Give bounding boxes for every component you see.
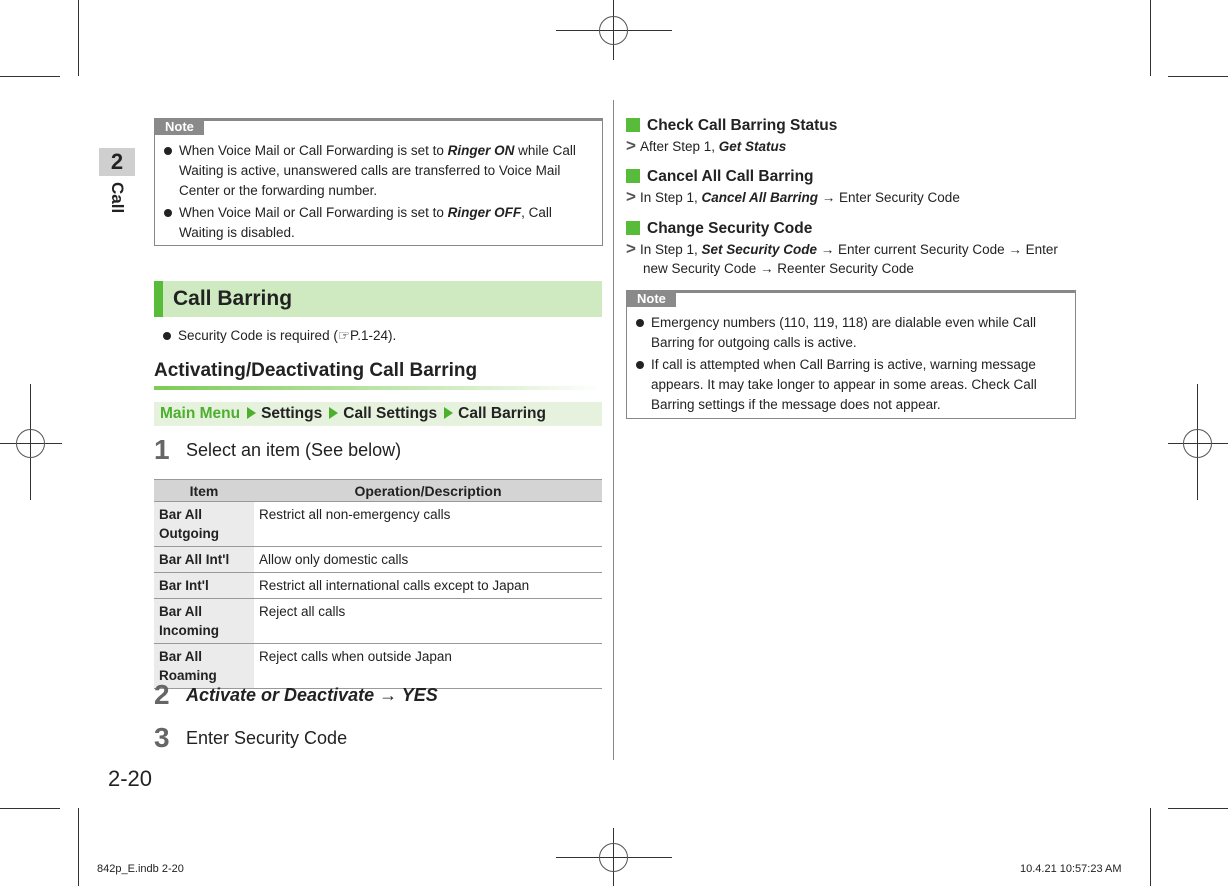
list-item: When Voice Mail or Call Forwarding is set to Ringer OFF, Call Waiting is disabled. (155, 203, 600, 243)
note-box (626, 290, 1076, 419)
step-number: 3 (154, 722, 170, 753)
menu-path-item: Call Settings (343, 405, 438, 422)
square-bullet-icon (626, 221, 640, 235)
table-cell-item: Bar All Roaming (154, 644, 254, 689)
crop-mark (1168, 76, 1228, 77)
table-cell-item: Bar All Outgoing (154, 502, 254, 547)
chapter-number: 2 (99, 148, 135, 176)
square-bullet-icon (626, 169, 640, 183)
step-text: Activate or Deactivate → YES (186, 685, 438, 705)
crop-mark (78, 808, 79, 886)
table-cell-desc: Restrict all international calls except to Japan (254, 573, 602, 599)
registration-mark (1183, 429, 1212, 458)
note-tag: Note (155, 118, 204, 135)
note-list (155, 141, 600, 243)
list-item: When Voice Mail or Call Forwarding is set to Ringer ON while Call Waiting is active, unanswered calls are transferred to Voice Mail Center or the forwarding number. (155, 141, 600, 201)
arrow-right-icon (329, 407, 338, 419)
table-cell-desc: Restrict all non-emergency calls (254, 502, 602, 547)
step-arrow-icon: > (626, 136, 636, 155)
table-cell-desc: Reject calls when outside Japan (254, 644, 602, 689)
arrow-right-icon (247, 407, 256, 419)
subsection-title: Change Security Code (626, 219, 812, 239)
table-row (154, 573, 602, 599)
table-cell-item: Bar Int'l (154, 573, 254, 599)
table-row (154, 599, 602, 644)
step (154, 677, 602, 713)
note-box (154, 118, 603, 246)
table-header: Operation/Description (254, 480, 602, 502)
instruction-line: > In Step 1, Cancel All Barring → Enter Security Code (626, 187, 960, 206)
subsection-title: Cancel All Call Barring (626, 167, 814, 187)
crop-mark (1168, 808, 1228, 809)
chapter-label: Call (108, 182, 127, 214)
subheading: Activating/Deactivating Call Barring (154, 360, 478, 381)
table-cell-item: Bar All Incoming (154, 599, 254, 644)
instruction-line-continued: new Security Code → Reenter Security Code (643, 261, 914, 276)
menu-path-item: Call Barring (458, 405, 546, 422)
instruction-line: > After Step 1, Get Status (626, 136, 787, 155)
table-cell-item: Bar All Int'l (154, 547, 254, 573)
table-header: Item (154, 480, 254, 502)
footer-timestamp: 10.4.21 10:57:23 AM (1020, 863, 1122, 875)
crop-mark (0, 808, 60, 809)
table-cell-desc: Reject all calls (254, 599, 602, 644)
registration-mark (16, 429, 45, 458)
pointing-hand-icon: ☞ (337, 328, 350, 343)
step-number: 2 (154, 679, 170, 710)
table-row (154, 502, 602, 547)
square-bullet-icon (626, 118, 640, 132)
registration-mark (599, 843, 628, 872)
footer-file-info: 842p_E.indb 2-20 (97, 863, 184, 875)
menu-path-item: Settings (261, 405, 323, 422)
operations-table (154, 479, 602, 689)
step (154, 720, 602, 756)
step-arrow-icon: > (626, 239, 636, 258)
registration-mark (599, 16, 628, 45)
instruction-line: > In Step 1, Set Security Code → Enter current Security Code → Enter (626, 239, 1058, 258)
crop-mark (0, 76, 60, 77)
table-row (154, 547, 602, 573)
table-header-row (154, 480, 602, 502)
page-number: 2-20 (108, 766, 153, 791)
step (154, 432, 602, 468)
step-number: 1 (154, 434, 170, 465)
menu-path (154, 402, 602, 426)
subsection-title: Check Call Barring Status (626, 116, 837, 136)
list-item: If call is attempted when Call Barring is active, warning message appears. It may take longer to appear in some areas. Check Call Barring settings if the message does not appear. (627, 355, 1073, 415)
requirement-list (154, 326, 602, 346)
step-text: Enter Security Code (186, 728, 348, 748)
menu-path-item: Main Menu (160, 405, 241, 422)
step-text: Select an item (See below) (186, 440, 402, 460)
note-list (627, 313, 1073, 415)
crop-mark (1150, 0, 1151, 76)
subheading-underline (154, 386, 602, 390)
list-item: Emergency numbers (110, 119, 118) are dialable even while Call Barring for outgoing calls is active. (627, 313, 1073, 353)
crop-mark (1150, 808, 1151, 886)
arrow-right-icon (444, 407, 453, 419)
column-divider (613, 100, 614, 760)
list-item: Security Code is required (☞P.1-24). (154, 326, 602, 346)
section-title: Call Barring (154, 281, 602, 317)
note-tag: Note (627, 290, 676, 307)
crop-mark (78, 0, 79, 76)
table-cell-desc: Allow only domestic calls (254, 547, 602, 573)
step-arrow-icon: > (626, 187, 636, 206)
